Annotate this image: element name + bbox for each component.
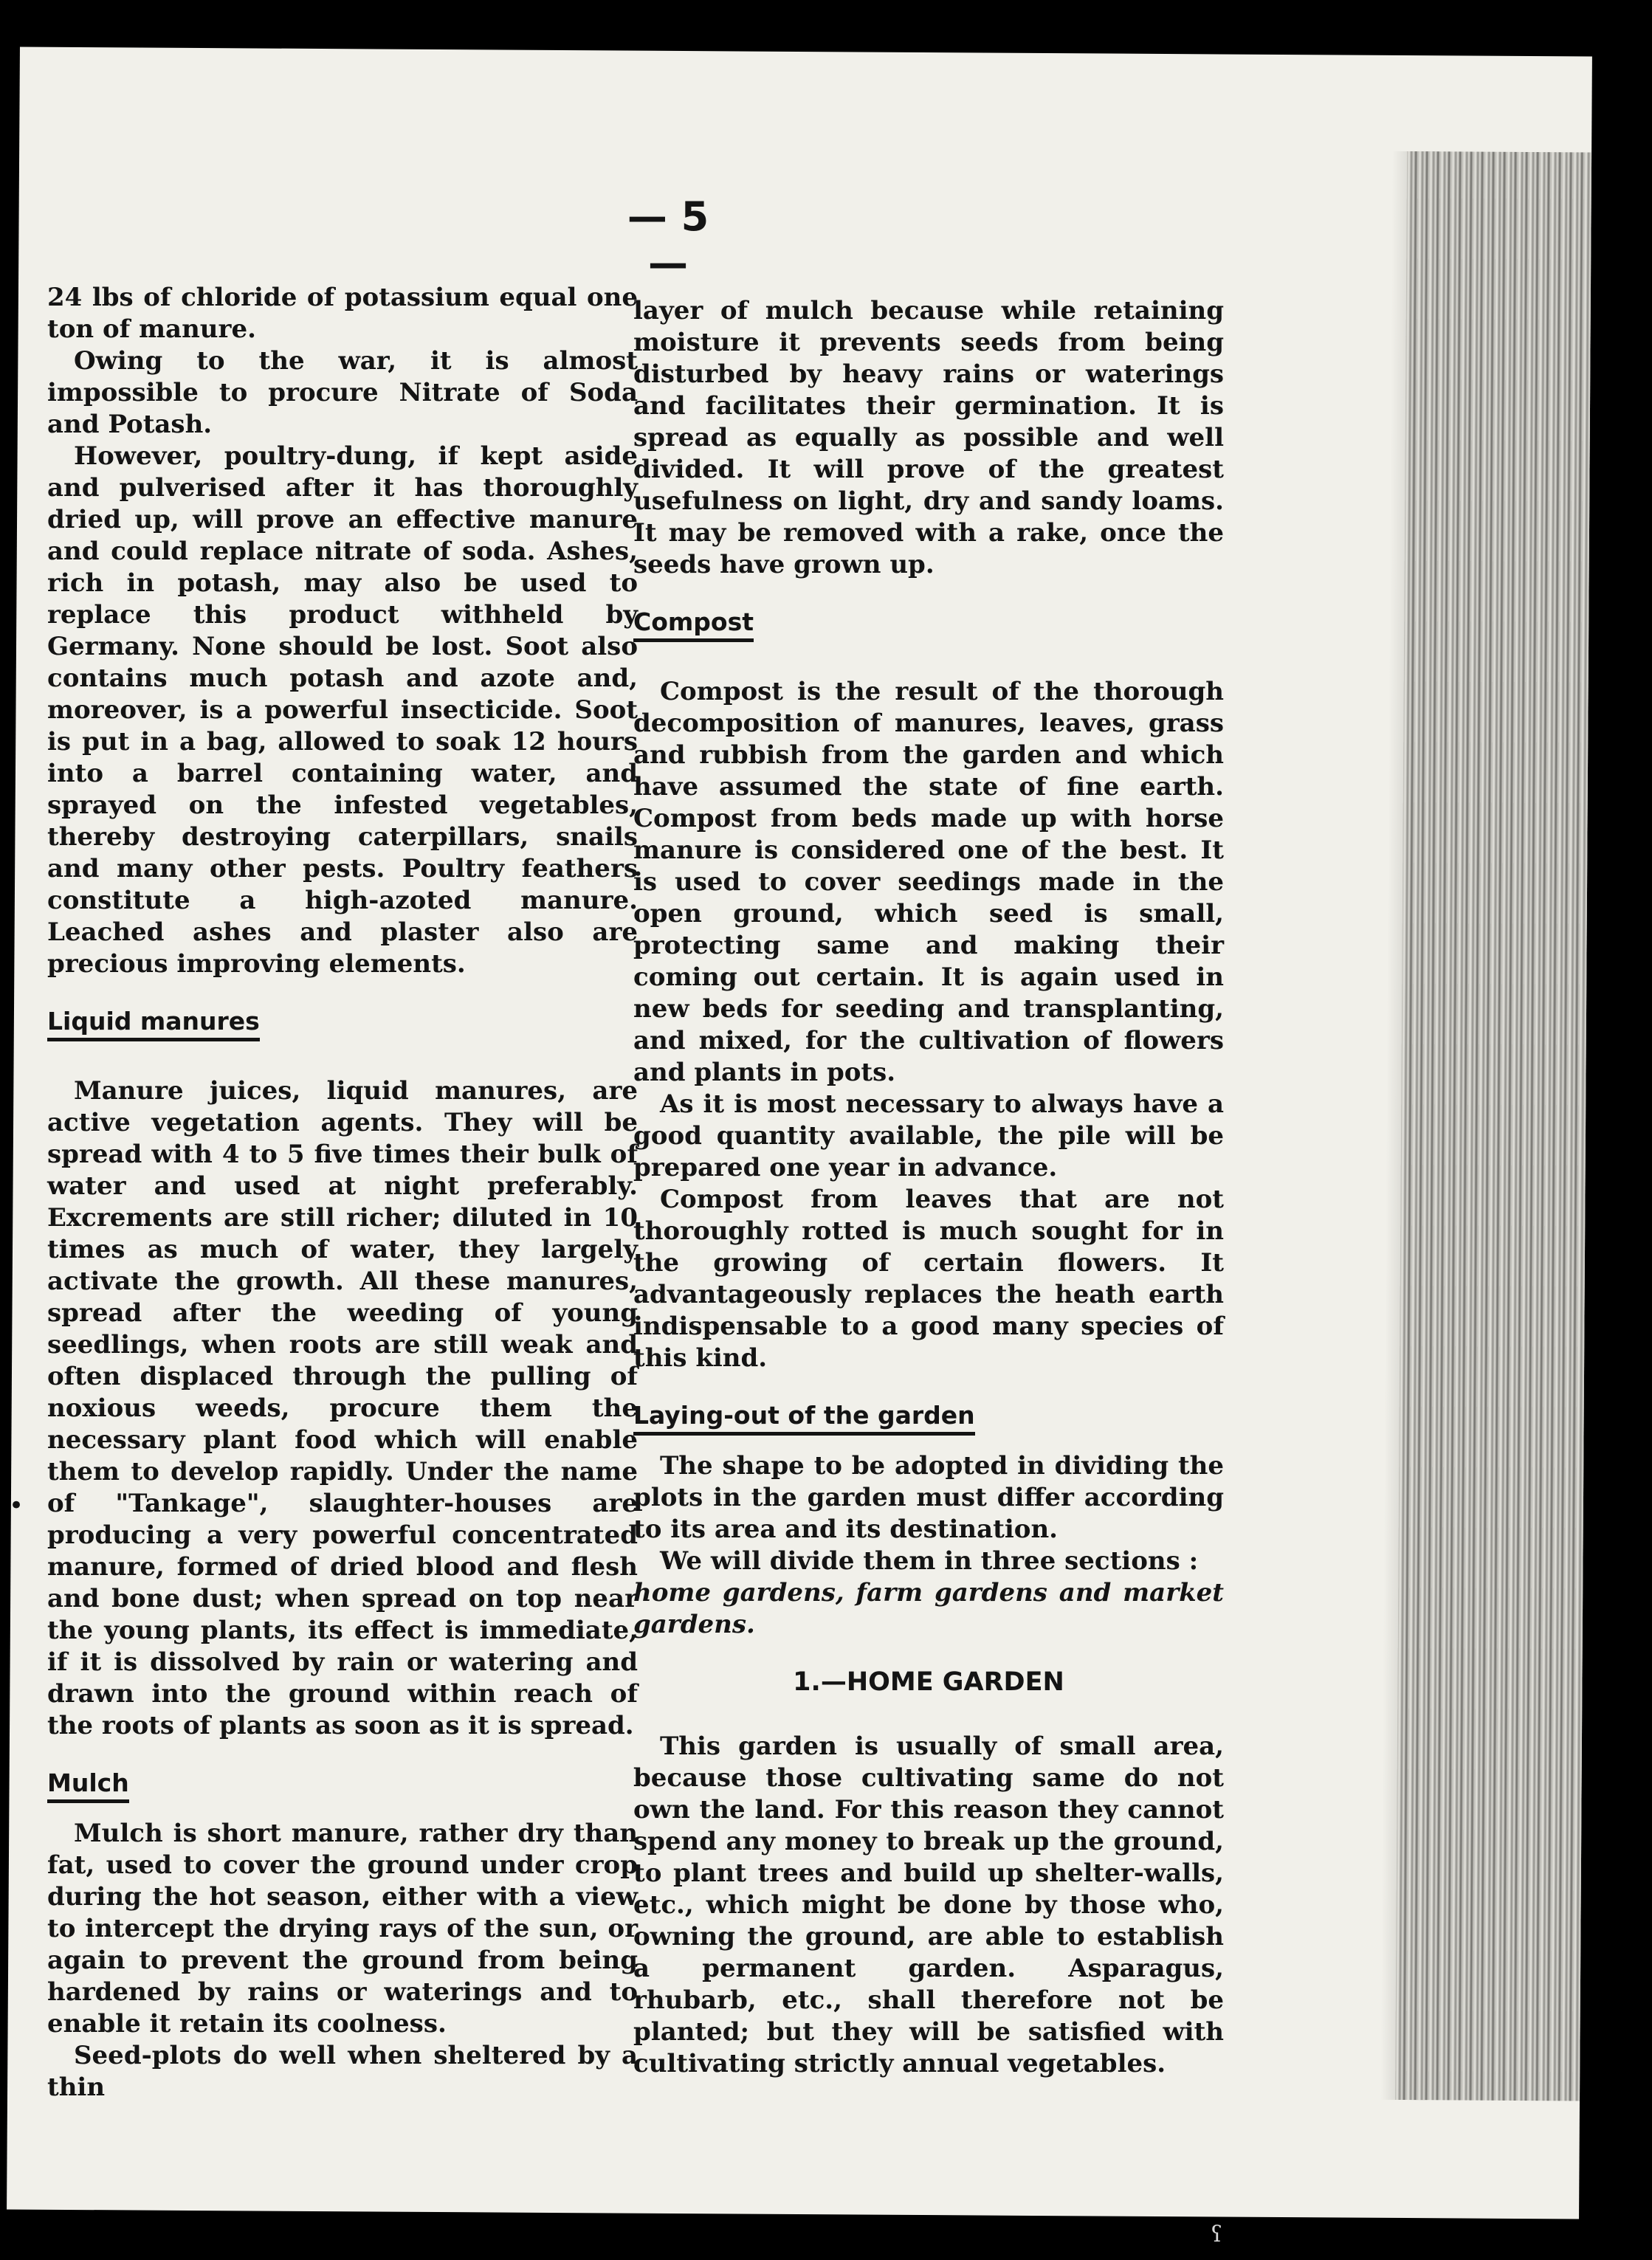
paragraph: The shape to be adopted in dividing the plots in the garden must differ according to its area and its destination. [633,1451,1224,1544]
right-column [633,295,1224,2080]
paragraph: Compost is the result of the thorough decomposition of manures, leaves, grass and rubbish from the garden and which have assumed the state of fine earth. Compost from beds made up with horse manure is considered one of the best. It is used to cover seedings made in the open ground, which seed is small, protecting same and making their coming out certain. It is again used in new beds for seeding and transplanting, and mixed, for the cultivation of flowers and plants in pots. [633,677,1224,1087]
margin-mark: • [9,1491,24,1520]
section-heading-laying-out: Laying-out of the garden [633,1401,975,1436]
scan-artifact-mark: ʕ [1211,2222,1223,2247]
section-heading-liquid-manures: Liquid manures [47,1007,260,1041]
paragraph: Compost from leaves that are not thoroughly rotted is much sought for in the growing of certain flowers. It advantageously replaces the heath earth indispensable to a good many species of this kind. [633,1185,1224,1373]
paragraph: layer of mulch because while retaining moisture it prevents seeds from being disturbed by heavy rains or waterings and facilitates their germination. It is spread as equally as possible and well divided. It will prove of the greatest usefulness on light, dry and sandy loams. It may be removed with a rake, once the seeds have grown up. [633,296,1224,579]
paragraph: As it is most necessary to always have a good quantity available, the pile will be prepared one year in advance. [633,1089,1224,1182]
paragraph: Mulch is short manure, rather dry than fat, used to cover the ground under crop during the hot season, either with a view to intercept the drying rays of the sun, or again to prevent the ground from being hardened by rains or waterings and to enable it retain its coolness. [47,1819,638,2039]
paragraph-italic: home gardens, farm gardens and market gardens. [633,1578,1224,1639]
book-page-edges [1395,151,1591,2101]
section-heading-home-garden: 1.—HOME GARDEN [793,1667,1064,1697]
paragraph: 24 lbs of chloride of potassium equal one ton of manure. [47,283,638,344]
paragraph: Seed-plots do well when sheltered by a thin [47,2041,638,2102]
paragraph: However, poultry-dung, if kept aside and pulverised after it has thoroughly dried up, will prove an effective manure and could replace nitrate of soda. Ashes, rich in potash, may also be used to replace this product withheld by Germany. None should be lost. Soot also contains much potash and azote and, moreover, is a powerful insecticide. Soot is put in a bag, allowed to soak 12 hours into a barrel containing water, and sprayed on the infested vegetables, thereby destroying caterpillars, snails and many other pests. Poultry feathers constitute a high-azoted manure. Leached ashes and plaster also are precious improving elements. [47,441,638,979]
section-heading-compost: Compost [633,607,754,642]
section-heading-mulch: Mulch [47,1768,129,1803]
left-column [47,282,638,2104]
paragraph: Owing to the war, it is almost impossible to procure Nitrate of Soda and Potash. [47,346,638,439]
paragraph: This garden is usually of small area, because those cultivating same do not own the land. For this reason they cannot spend any money to break up the ground, to plant trees and build up shelter-walls, etc., which might be done by those who, owning the ground, are able to establish a permanent garden. Asparagus, rhubarb, etc., shall therefore not be planted; but they will be satisfied with cultivating strictly annual vegetables. [633,1732,1224,2078]
paragraph: Manure juices, liquid manures, are active vegetation agents. They will be spread with 4 to 5 five times their bulk of water and used at night preferably. Excrements are still richer; diluted in 10 times as much of water, they largely activate the growth. All these manures, spread after the weeding of young seedlings, when roots are still weak and often displaced through the pulling of noxious weeds, procure them the necessary plant food which will enable them to develop rapidly. Under the name of "Tankage", slaughter-houses are producing a very powerful concentrated manure, formed of dried blood and flesh and bone dust; when spread on top near the young plants, its effect is immediate, if it is dissolved by rain or watering and drawn into the ground within reach of the roots of plants as soon as it is spread. [47,1076,638,1740]
page-number: — 5 — [627,193,709,286]
paragraph: We will divide them in three sections : [660,1546,1199,1576]
